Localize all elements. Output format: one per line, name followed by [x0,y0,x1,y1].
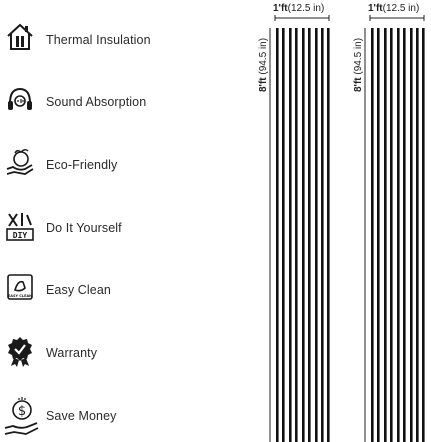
slat [276,28,279,442]
slat [308,28,311,442]
slat [416,28,419,442]
feature-label: Sound Absorption [46,95,147,109]
feature-label: Save Money [46,409,117,423]
diy-badge-text: DIY [12,231,28,240]
warranty-badge-icon [5,335,35,365]
slat [321,28,324,442]
feature-save-money [0,396,230,436]
feature-sound-absorption [0,82,230,122]
feature-warranty [0,333,230,373]
feature-eco-friendly [0,145,230,185]
panel-width-label: 1'ft(12.5 in) [368,3,420,14]
slat [390,28,393,442]
slat [377,28,380,442]
slat [289,28,292,442]
panel-width-label: 1'ft(12.5 in) [273,3,325,14]
acoustic-slats [371,28,425,442]
feature-thermal-insulation [0,20,230,60]
feature-easy-clean [0,270,230,310]
panel-diagram-1 [258,0,332,442]
feature-label: Warranty [46,346,98,360]
feature-label: Eco-Friendly [46,158,118,172]
feature-do-it-yourself [0,208,230,248]
panel-height-label: 8'ft (94.5 in) [353,37,364,92]
slat [282,28,285,442]
slat [371,28,374,442]
slat [315,28,318,442]
easy-clean-icon [5,272,35,302]
diy-tools-icon [5,210,35,240]
feature-label: Easy Clean [46,283,111,297]
panel-diagram-2 [353,0,427,442]
eco-hand-plant-icon [5,147,35,177]
slat [410,28,413,442]
sound-headphones-icon [5,84,35,114]
slat [302,28,305,442]
easy-clean-badge-text: EASY CLEAN [7,294,33,298]
panel-height-label: 8'ft (94.5 in) [258,37,269,92]
slat [295,28,298,442]
save-money-icon [5,398,35,428]
slat [422,28,425,442]
slat [384,28,387,442]
slat [397,28,400,442]
acoustic-slats [276,28,330,442]
feature-label: Thermal Insulation [46,33,151,47]
slat [403,28,406,442]
feature-label: Do It Yourself [46,221,122,235]
thermal-house-icon [5,22,35,52]
slat [327,28,330,442]
svg-text:$: $ [17,404,27,419]
